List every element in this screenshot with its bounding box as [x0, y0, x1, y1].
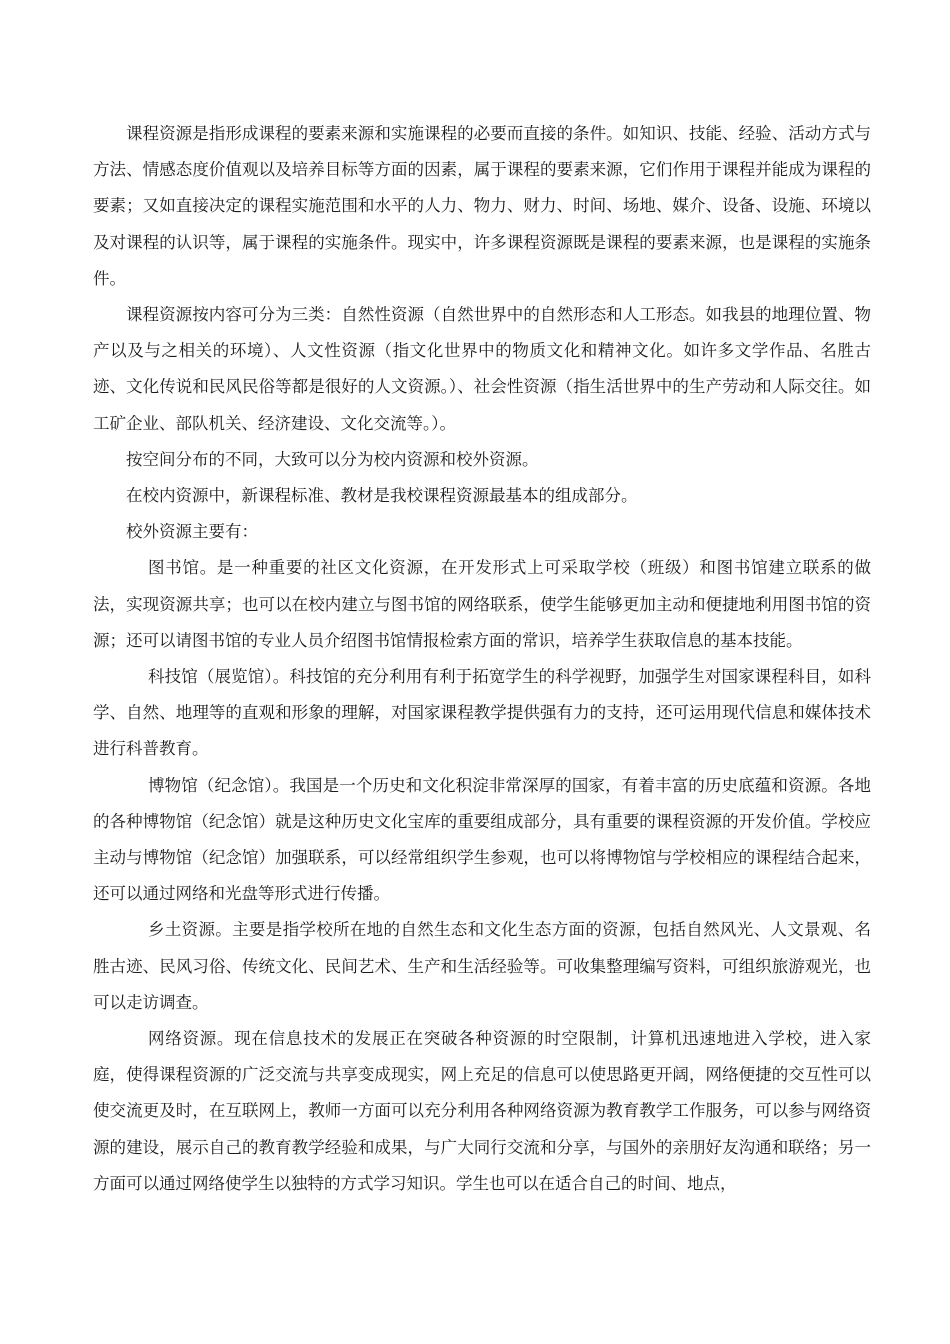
paragraph-out-school-heading: 校外资源主要有：	[126, 522, 258, 542]
paragraph-library: 图书馆。是一种重要的社区文化资源，在开发形式上可采取学校（班级）和图书馆建立联系的做法，实现资源共享；也可以在校内建立与图书馆的网络联系，使学生能够更加主动和便捷地利用图书馆的资源；还可以请图书馆的专业人员介绍图书馆情报检索方面的常识，培养学生获取信息的基本技能。	[93, 558, 871, 650]
paragraph-network-resources: 网络资源。现在信息技术的发展正在突破各种资源的时空限制，计算机迅速地进入学校，进入家庭，使得课程资源的广泛交流与共享变成现实，网上充足的信息可以使思路更开阔，网络便捷的交互性可以使交流更及时，在互联网上，教师一方面可以充分利用各种网络资源为教育教学工作服务，可以参与网络资源的建设，展示自己的教育教学经验和成果，与广大同行交流和分享，与国外的亲朋好友沟通和联络；另一方面可以通过网络使学生以独特的方式学习知识。学生也可以在适合自己的时间、地点，	[93, 1029, 871, 1193]
paragraph-definition: 课程资源是指形成课程的要素来源和实施课程的必要而直接的条件。如知识、技能、经验、活动方式与方法、情感态度价值观以及培养目标等方面的因素，属于课程的要素来源，它们作用于课程并能成为课程的要素；又如直接决定的课程实施范围和水平的人力、物力、财力、时间、场地、媒介、设备、设施、环境以及对课程的认识等，属于课程的实施条件。现实中，许多课程资源既是课程的要素来源，也是课程的实施条件。	[93, 124, 871, 288]
paragraph-local-resources: 乡土资源。主要是指学校所在地的自然生态和文化生态方面的资源，包括自然风光、人文景观、名胜古迹、民风习俗、传统文化、民间艺术、生产和生活经验等。可收集整理编写资料，可组织旅游观光，也可以走访调查。	[93, 920, 871, 1012]
paragraph-in-school-resources: 在校内资源中，新课程标准、教材是我校课程资源最基本的组成部分。	[126, 486, 638, 506]
document-page	[93, 116, 871, 1202]
paragraph-museum: 博物馆（纪念馆）。我国是一个历史和文化积淀非常深厚的国家，有着丰富的历史底蕴和资源。各地的各种博物馆（纪念馆）就是这种历史文化宝库的重要组成部分，具有重要的课程资源的开发价值。学校应主动与博物馆（纪念馆）加强联系，可以经常组织学生参观，也可以将博物馆与学校相应的课程结合起来，还可以通过网络和光盘等形式进行传播。	[93, 775, 871, 904]
paragraph-classification-content: 课程资源按内容可分为三类：自然性资源（自然世界中的自然形态和人工形态。如我县的地理位置、物产以及与之相关的环境）、人文性资源（指文化世界中的物质文化和精神文化。如许多文学作品、名胜古迹、文化传说和民风民俗等都是很好的人文资源。）、社会性资源（指生活世界中的生产劳动和人际交往。如工矿企业、部队机关、经济建设、文化交流等。）。	[93, 305, 871, 433]
paragraph-science-museum: 科技馆（展览馆）。科技馆的充分利用有利于拓宽学生的科学视野，加强学生对国家课程科目，如科学、自然、地理等的直观和形象的理解，对国家课程教学提供强有力的支持，还可运用现代信息和媒体技术进行科普教育。	[93, 667, 871, 759]
paragraph-classification-space: 按空间分布的不同，大致可以分为校内资源和校外资源。	[126, 449, 539, 469]
